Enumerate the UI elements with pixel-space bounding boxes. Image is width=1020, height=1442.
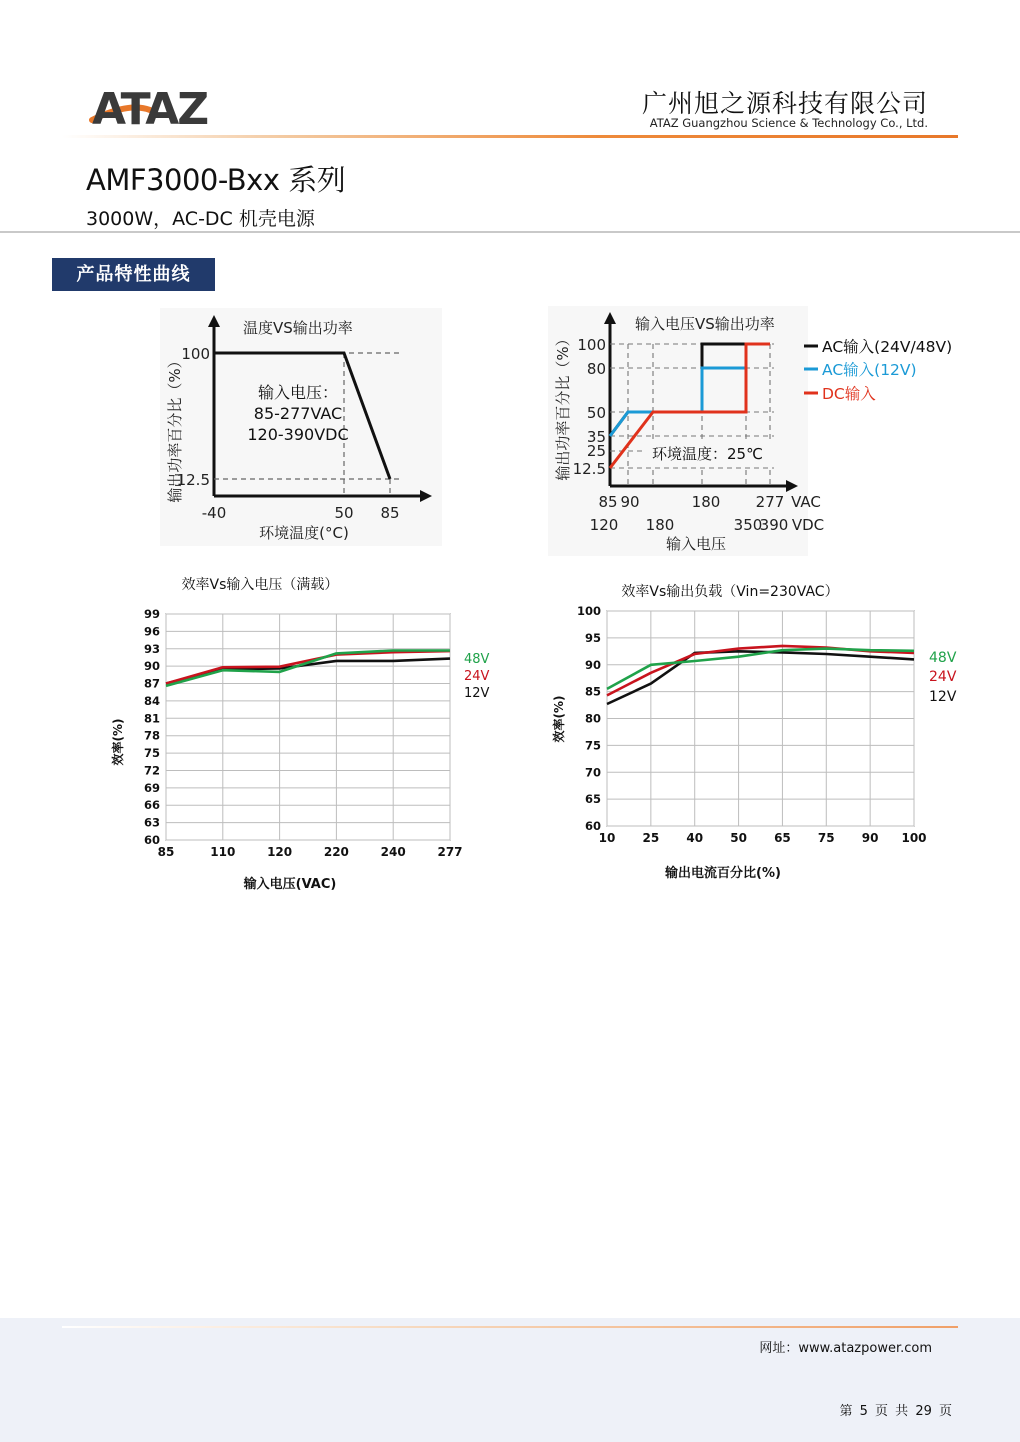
c3-ytick-75: 75 bbox=[143, 746, 160, 761]
c4-ytick-90: 90 bbox=[584, 657, 601, 672]
chart2-xtick-dc-120: 120 bbox=[589, 516, 619, 534]
c4-ytick-100: 100 bbox=[576, 604, 601, 618]
chart3-title: 效率Vs输入电压（满载） bbox=[181, 577, 339, 593]
chart2-xtick-ac-85: 85 bbox=[598, 493, 618, 511]
c4-ytick-60: 60 bbox=[584, 819, 601, 833]
chart1-annotation-line2: 85-277VAC bbox=[253, 404, 343, 423]
c4-ytick-80: 80 bbox=[584, 711, 601, 726]
chart2-ytick-35: 35 bbox=[586, 428, 606, 446]
chart1-ylabel: 输出功率百分比（%） bbox=[166, 353, 184, 503]
chart3-legend-12v: 12V bbox=[464, 686, 490, 701]
c4-ytick-95: 95 bbox=[584, 630, 601, 645]
chart1-xtick-85: 85 bbox=[380, 504, 400, 522]
ataz-logo bbox=[88, 80, 228, 132]
c3-ytick-84: 84 bbox=[143, 693, 160, 708]
chart2-xtick-dc-390: 390 bbox=[759, 516, 789, 534]
c3-ytick-72: 72 bbox=[143, 763, 160, 778]
company-name-en: ATAZ Guangzhou Science & Technology Co., Ltd. bbox=[649, 116, 928, 130]
footer-divider bbox=[62, 1326, 958, 1328]
c3-ytick-99: 99 bbox=[143, 607, 160, 621]
chart1-xtick-50: 50 bbox=[334, 504, 354, 522]
chart4-ylabel: 效率(%) bbox=[552, 695, 566, 743]
c3-ytick-69: 69 bbox=[143, 780, 160, 795]
chart2-legend-dc: DC输入 bbox=[822, 385, 876, 403]
chart4-yticks bbox=[577, 604, 601, 833]
c3-xtick-240: 240 bbox=[380, 845, 406, 859]
chart2-xtick-ac-90: 90 bbox=[620, 493, 640, 511]
chart2-title: 输入电压VS输出功率 bbox=[635, 315, 775, 333]
c4-xtick-40: 40 bbox=[686, 831, 704, 845]
chart2-ytick-12: 12.5 bbox=[572, 460, 606, 478]
chart3-xticks bbox=[158, 845, 463, 859]
logo-text: ATAZ bbox=[92, 84, 208, 132]
c4-xtick-90: 90 bbox=[861, 831, 879, 845]
chart2-ytick-25: 25 bbox=[586, 442, 606, 460]
chart1-ytick-100: 100 bbox=[181, 345, 210, 363]
chart2-legend-ac-12v: AC输入(12V) bbox=[822, 361, 917, 379]
section-divider bbox=[0, 231, 1020, 233]
chart2-annotation: 环境温度：25℃ bbox=[652, 445, 763, 463]
chart2-xtick-dc-180: 180 bbox=[645, 516, 675, 534]
chart3-xlabel: 输入电压(VAC) bbox=[243, 877, 337, 892]
c4-ytick-75: 75 bbox=[584, 738, 601, 753]
chart4-legend-24v: 24V bbox=[929, 669, 957, 685]
chart-temp-derating bbox=[160, 308, 442, 546]
chart1-xlabel: 环境温度(°C) bbox=[259, 524, 349, 542]
chart2-xtick-ac-277: 277 bbox=[755, 493, 785, 511]
chart1-annotation-line1: 输入电压： bbox=[257, 383, 339, 402]
chart2-xtick-ac-unit: VAC bbox=[791, 493, 821, 511]
chart3-legend-48v: 48V bbox=[464, 652, 490, 667]
c3-ytick-66: 66 bbox=[143, 798, 160, 813]
chart4-title: 效率Vs输出负载（Vin=230VAC） bbox=[621, 584, 839, 600]
chart3-yticks bbox=[144, 607, 160, 847]
footer-website: 网址：www.atazpower.com bbox=[759, 1341, 932, 1356]
product-subtitle: 3000W，AC-DC 机壳电源 bbox=[86, 208, 315, 230]
c3-xtick-120: 120 bbox=[267, 845, 293, 859]
chart-efficiency-vs-input bbox=[100, 570, 500, 900]
c3-ytick-90: 90 bbox=[143, 659, 160, 674]
chart2-xtick-dc-350: 350 bbox=[733, 516, 763, 534]
chart-input-voltage-power bbox=[548, 306, 978, 556]
chart1-ytick-12: 12.5 bbox=[176, 471, 210, 489]
chart2-xtick-ac-180: 180 bbox=[691, 493, 721, 511]
chart3-legend-24v: 24V bbox=[464, 669, 490, 684]
c3-ytick-87: 87 bbox=[143, 676, 160, 691]
chart4-xlabel: 输出电流百分比(%) bbox=[665, 866, 781, 881]
c4-xtick-25: 25 bbox=[642, 831, 660, 845]
c4-ytick-65: 65 bbox=[584, 792, 601, 807]
company-name-cn: 广州旭之源科技有限公司 bbox=[641, 89, 928, 118]
c4-xtick-50: 50 bbox=[730, 831, 747, 845]
c3-xtick-85: 85 bbox=[157, 845, 175, 859]
c3-ytick-60: 60 bbox=[143, 833, 160, 847]
c3-ytick-96: 96 bbox=[143, 624, 160, 639]
chart3-ylabel: 效率(%) bbox=[111, 718, 125, 766]
chart4-legend-48v: 48V bbox=[929, 650, 957, 666]
header-divider bbox=[62, 135, 958, 138]
c4-xtick-100: 100 bbox=[901, 831, 927, 845]
chart2-ytick-100: 100 bbox=[577, 336, 606, 354]
c3-ytick-93: 93 bbox=[143, 641, 160, 656]
chart1-annotation-line3: 120-390VDC bbox=[247, 425, 349, 444]
chart4-legend-12v: 12V bbox=[929, 689, 957, 705]
c3-ytick-78: 78 bbox=[143, 728, 160, 743]
chart4-xticks bbox=[599, 831, 927, 845]
chart2-xlabel: 输入电压 bbox=[665, 535, 727, 553]
chart1-title: 温度VS输出功率 bbox=[243, 319, 353, 337]
chart2-xtick-dc-unit: VDC bbox=[791, 516, 825, 534]
c3-xtick-277: 277 bbox=[437, 845, 463, 859]
c4-xtick-75: 75 bbox=[817, 831, 835, 845]
c4-ytick-85: 85 bbox=[584, 684, 601, 699]
product-title: AMF3000-Bxx 系列 bbox=[86, 163, 346, 197]
c4-xtick-65: 65 bbox=[774, 831, 791, 845]
chart2-ytick-50: 50 bbox=[586, 404, 606, 422]
chart2-ylabel: 输出功率百分比（%） bbox=[554, 331, 572, 481]
footer-page-number: 第 5 页 共 29 页 bbox=[839, 1404, 952, 1419]
chart2-ytick-80: 80 bbox=[586, 360, 606, 378]
chart3-plot-area bbox=[166, 614, 450, 840]
c3-xtick-110: 110 bbox=[210, 845, 236, 859]
c3-ytick-63: 63 bbox=[143, 815, 160, 830]
c4-xtick-10: 10 bbox=[598, 831, 616, 845]
chart2-legend-ac-high: AC输入(24V/48V) bbox=[822, 338, 953, 356]
c3-xtick-220: 220 bbox=[323, 845, 349, 859]
c4-ytick-70: 70 bbox=[584, 765, 601, 780]
chart1-xtick-minus40: -40 bbox=[201, 504, 227, 522]
chart-efficiency-vs-load bbox=[545, 575, 985, 895]
section-title: 产品特性曲线 bbox=[52, 258, 215, 291]
c3-ytick-81: 81 bbox=[143, 711, 160, 726]
